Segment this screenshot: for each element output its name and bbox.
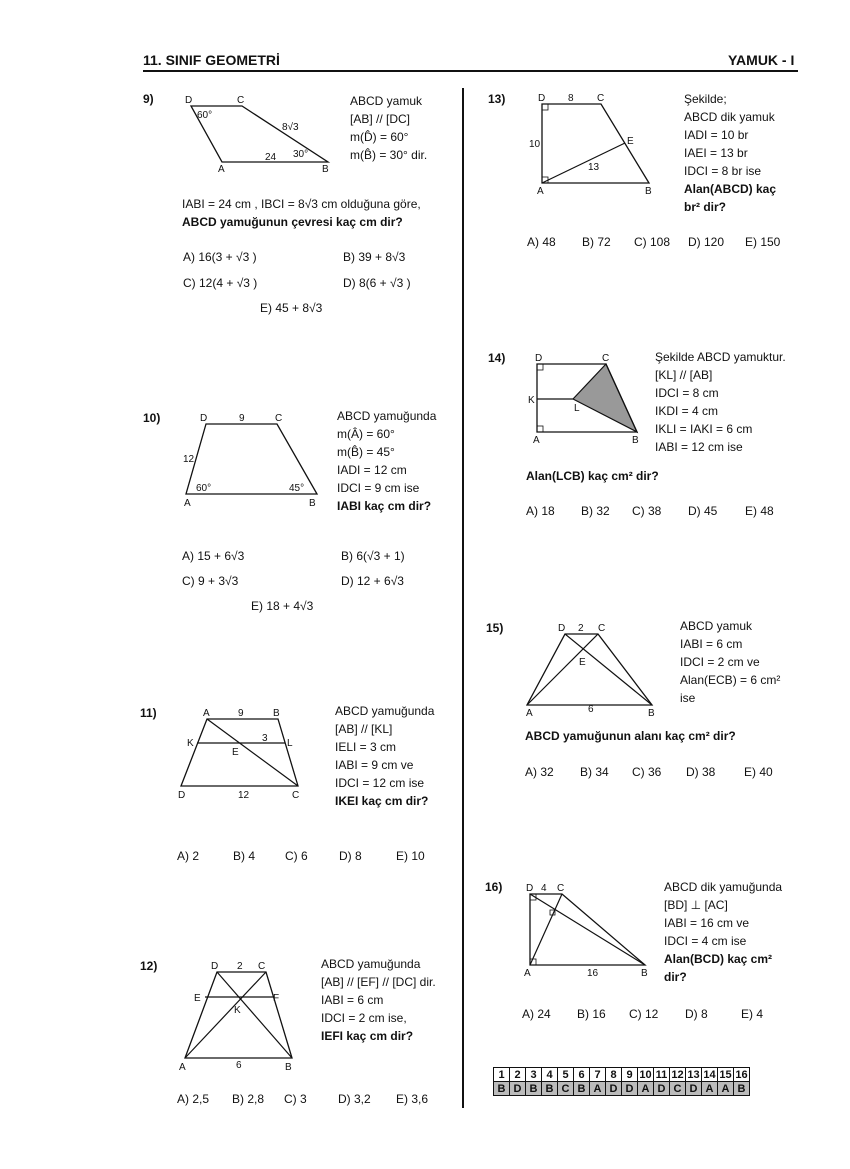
answer-key-answer: C — [558, 1082, 574, 1096]
angle-label: 30° — [293, 149, 309, 160]
answer-key-number: 11 — [654, 1068, 670, 1082]
length-label: 6 — [588, 704, 594, 715]
option-c[interactable]: C) 108 — [634, 235, 671, 249]
question-number: 11) — [140, 706, 157, 720]
question-stem: IABI = 24 cm , IBCI = 8√3 cm olduğuna göre, ABCD yamuğunun çevresi kaç cm dir? — [182, 197, 421, 229]
option-e[interactable]: E) 18 + 4√3 — [251, 599, 314, 613]
vertex-label: L — [574, 403, 580, 414]
answer-key-number: 9 — [622, 1068, 638, 1082]
answer-key-answer: A — [702, 1082, 718, 1096]
answer-key-answer: D — [622, 1082, 638, 1096]
vertex-label: C — [598, 623, 606, 634]
option-c[interactable]: C) 6 — [285, 849, 308, 863]
length-label: 12 — [183, 454, 195, 465]
given-list: ABCD yamuk [AB] // [DC] m(D̂) = 60° m(B̂) = 30° dir. — [350, 94, 428, 162]
option-c[interactable]: C) 12(4 + √3 ) — [183, 276, 258, 290]
option-d[interactable]: D) 120 — [688, 235, 725, 249]
option-a[interactable]: A) 24 — [522, 1007, 551, 1021]
option-d[interactable]: D) 38 — [686, 765, 716, 779]
answer-key-number: 1 — [494, 1068, 510, 1082]
option-c[interactable]: C) 9 + 3√3 — [182, 574, 239, 588]
answer-key-number: 15 — [719, 1068, 732, 1081]
vertex-label: L — [287, 738, 293, 749]
vertex-label: A — [537, 186, 544, 197]
vertex-label: E — [579, 657, 586, 668]
given-list: ABCD yamuğunda [AB] // [KL] IELI = 3 cm IABI = 9 cm ve IDCI = 12 cm ise IKEI kaç cm dir? — [335, 704, 435, 808]
given-list: ABCD yamuğunda m(Â) = 60° m(B̂) = 45° IADI = 12 cm IDCI = 9 cm ise IABI kaç cm dir? — [337, 409, 437, 513]
vertex-label: B — [285, 1062, 292, 1073]
option-d[interactable]: D) 12 + 6√3 — [341, 574, 404, 588]
option-a[interactable]: A) 48 — [527, 235, 556, 249]
answer-key-number: 3 — [526, 1068, 542, 1082]
option-b[interactable]: B) 16 — [577, 1007, 606, 1021]
option-b[interactable]: B) 4 — [233, 849, 256, 863]
option-d[interactable]: D) 8 — [685, 1007, 708, 1021]
answer-key-number: 2 — [510, 1068, 526, 1082]
option-b[interactable]: B) 72 — [582, 235, 611, 249]
answer-key-answer: D — [686, 1082, 702, 1096]
vertex-label: B — [648, 708, 655, 719]
answer-key-answer: A — [590, 1082, 606, 1096]
angle-label: 45° — [289, 483, 305, 494]
length-label: 9 — [238, 708, 244, 719]
answer-key-number: 13 — [687, 1068, 700, 1081]
length-label: 4 — [541, 883, 547, 894]
angle-label: 60° — [196, 483, 212, 494]
vertex-label: D — [185, 95, 193, 106]
vertex-label: A — [179, 1062, 186, 1073]
page-topic: YAMUK - I — [728, 52, 795, 68]
option-e[interactable]: E) 10 — [396, 849, 425, 863]
option-d[interactable]: D) 8 — [339, 849, 362, 863]
vertex-label: F — [273, 993, 280, 1004]
length-label: 8√3 — [282, 122, 299, 133]
length-label: 10 — [529, 139, 541, 150]
question-number: 16) — [485, 880, 503, 894]
answer-key-number: 10 — [639, 1068, 652, 1081]
vertex-label: B — [645, 186, 652, 197]
vertex-label: K — [187, 738, 194, 749]
question-number: 10) — [143, 411, 161, 425]
option-d[interactable]: D) 3,2 — [338, 1092, 371, 1106]
answer-key-answer: D — [654, 1082, 670, 1096]
answer-key-answer: D — [510, 1082, 526, 1096]
vertex-label: C — [258, 961, 266, 972]
vertex-label: C — [597, 93, 605, 104]
answer-key-number: 16 — [735, 1068, 748, 1081]
vertex-label: A — [524, 968, 531, 979]
answer-key-numbers — [494, 1068, 750, 1082]
answer-key — [493, 1067, 750, 1096]
length-label: 12 — [238, 790, 250, 801]
vertex-label: C — [602, 353, 610, 364]
answer-key-answers — [494, 1082, 750, 1096]
length-label: 8 — [568, 93, 574, 104]
option-b[interactable]: B) 2,8 — [232, 1092, 265, 1106]
vertex-label: A — [526, 708, 533, 719]
vertex-label: C — [292, 790, 300, 801]
option-e[interactable]: E) 3,6 — [396, 1092, 429, 1106]
vertex-label: K — [528, 395, 535, 406]
answer-key-number: 4 — [542, 1068, 558, 1082]
answer-key-number: 12 — [671, 1068, 684, 1081]
option-e[interactable]: E) 48 — [745, 504, 774, 518]
given-list: ABCD yamuk IABI = 6 cm IDCI = 2 cm ve Alan(ECB) = 6 cm² ise — [680, 619, 781, 705]
question-number: 13) — [488, 92, 506, 106]
vertex-label: C — [237, 95, 245, 106]
option-b[interactable]: B) 34 — [580, 765, 609, 779]
length-label: 24 — [265, 152, 277, 163]
answer-key-answer: A — [718, 1082, 734, 1096]
answer-key-answer: B — [542, 1082, 558, 1096]
length-label: 13 — [588, 162, 600, 173]
option-a[interactable]: A) 32 — [525, 765, 554, 779]
length-label: 2 — [237, 961, 243, 972]
answer-key-answer: B — [734, 1082, 750, 1096]
option-e[interactable]: E) 40 — [744, 765, 773, 779]
length-label: 9 — [239, 413, 245, 424]
question-number: 9) — [143, 92, 154, 106]
answer-key-number: 14 — [703, 1068, 716, 1081]
vertex-label: B — [309, 498, 316, 509]
vertex-label: D — [538, 93, 546, 104]
vertex-label: B — [632, 435, 639, 446]
option-a[interactable]: A) 15 + 6√3 — [182, 549, 245, 563]
option-a[interactable]: A) 18 — [526, 504, 555, 518]
vertex-label: E — [232, 747, 239, 758]
length-label: 6 — [236, 1060, 242, 1071]
given-list: ABCD dik yamuğunda [BD] ⊥ [AC] IABI = 16 cm ve IDCI = 4 cm ise Alan(BCD) kaç cm² dir? — [664, 880, 783, 984]
option-a[interactable]: A) 2,5 — [177, 1092, 210, 1106]
vertex-label: B — [322, 164, 329, 175]
answer-key-answer: B — [574, 1082, 590, 1096]
option-a[interactable]: A) 2 — [177, 849, 200, 863]
option-d[interactable]: D) 8(6 + √3 ) — [343, 276, 411, 290]
option-a[interactable]: A) 16(3 + √3 ) — [183, 250, 257, 264]
question-number: 15) — [486, 621, 504, 635]
vertex-label: D — [535, 353, 543, 364]
vertex-label: A — [218, 164, 225, 175]
answer-key-number: 7 — [590, 1068, 606, 1082]
option-e[interactable]: E) 4 — [741, 1007, 764, 1021]
length-label: 3 — [262, 733, 268, 744]
answer-key-answer: B — [494, 1082, 510, 1096]
option-b[interactable]: B) 39 + 8√3 — [343, 250, 406, 264]
length-label: 16 — [587, 968, 599, 979]
question-number: 14) — [488, 351, 506, 365]
answer-key-number: 6 — [574, 1068, 590, 1082]
question-text: Alan(LCB) kaç cm² dir? — [526, 469, 659, 483]
vertex-label: E — [627, 136, 634, 147]
given-list: Şekilde; ABCD dik yamuk IADI = 10 br IAEI = 13 br IDCI = 8 br ise Alan(ABCD) kaç br² dir? — [684, 92, 777, 214]
vertex-label: A — [203, 708, 210, 719]
option-c[interactable]: C) 36 — [632, 765, 662, 779]
vertex-label: B — [273, 708, 280, 719]
answer-key-answer: D — [606, 1082, 622, 1096]
vertex-label: D — [178, 790, 186, 801]
angle-label: 60° — [197, 110, 213, 121]
option-b[interactable]: B) 6(√3 + 1) — [341, 549, 405, 563]
option-c[interactable]: C) 12 — [629, 1007, 659, 1021]
option-b[interactable]: B) 32 — [581, 504, 610, 518]
vertex-label: E — [194, 993, 201, 1004]
option-d[interactable]: D) 45 — [688, 504, 718, 518]
vertex-label: D — [558, 623, 566, 634]
length-label: 2 — [578, 623, 584, 634]
vertex-label: D — [211, 961, 219, 972]
vertex-label: A — [184, 498, 191, 509]
page-subject: 11. SINIF GEOMETRİ — [143, 52, 280, 68]
option-c[interactable]: C) 38 — [632, 504, 662, 518]
answer-key-number: 5 — [558, 1068, 574, 1082]
vertex-label: K — [234, 1005, 241, 1016]
vertex-label: D — [526, 883, 534, 894]
vertex-label: C — [557, 883, 565, 894]
answer-key-answer: B — [526, 1082, 542, 1096]
option-e[interactable]: E) 150 — [745, 235, 781, 249]
question-number: 12) — [140, 959, 158, 973]
option-e[interactable]: E) 45 + 8√3 — [260, 301, 323, 315]
given-list: ABCD yamuğunda [AB] // [EF] // [DC] dir. IABI = 6 cm IDCI = 2 cm ise, IEFI kaç cm dir? — [321, 957, 436, 1043]
vertex-label: A — [533, 435, 540, 446]
answer-key-number: 8 — [606, 1068, 622, 1082]
option-c[interactable]: C) 3 — [284, 1092, 307, 1106]
answer-key-answer: A — [638, 1082, 654, 1096]
vertex-label: D — [200, 413, 208, 424]
vertex-label: B — [641, 968, 648, 979]
question-text: ABCD yamuğunun alanı kaç cm² dir? — [525, 729, 736, 743]
answer-key-answer: C — [670, 1082, 686, 1096]
given-list: Şekilde ABCD yamuktur. [KL] // [AB] IDCI = 8 cm IKDI = 4 cm IKLI = IAKI = 6 cm IABI = 12 cm ise — [655, 350, 786, 454]
vertex-label: C — [275, 413, 283, 424]
